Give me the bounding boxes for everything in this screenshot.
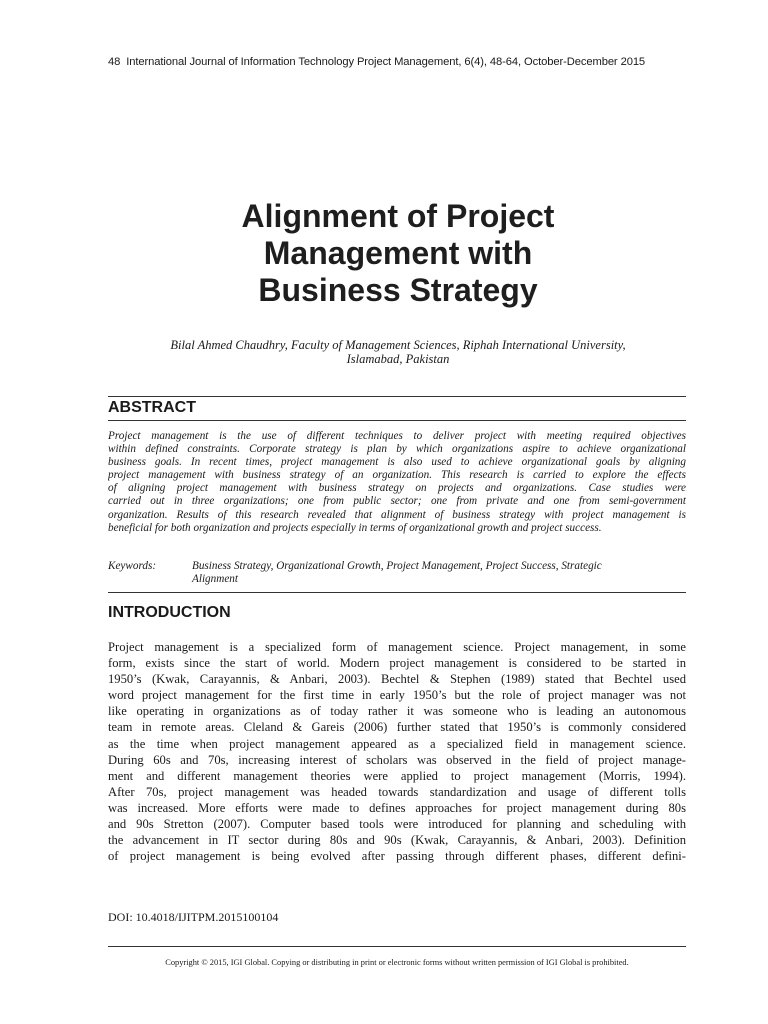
abstract-top-rule xyxy=(108,396,686,397)
keywords-label: Keywords: xyxy=(108,560,157,572)
abstract-line: carried out in three organizations; one from public sector; one from private and one from semi-government xyxy=(108,495,686,508)
body-line: word project management for the first time in early 1950’s but the role of project manager was not xyxy=(108,688,686,703)
copyright-notice: Copyright © 2015, IGI Global. Copying or distributing in print or electronic forms without written permission of IGI Global is prohibited. xyxy=(165,958,629,967)
author-affiliation xyxy=(108,338,688,366)
abstract-line: within defined constraints. Corporate strategy is plan by which organizations aspire to achieve organizational xyxy=(108,443,686,456)
body-line: the advancement in IT sector during 80s and 90s (Kwak, Carayannis, & Anbari, 2003). Definition xyxy=(108,833,686,848)
body-line: team in remote areas. Cleland & Gareis (2006) further stated that 1950’s is commonly considered xyxy=(108,720,686,735)
abstract-line: beneficial for both organization and projects especially in terms of organizational growth and project success. xyxy=(108,521,602,534)
page-number: 48 xyxy=(108,56,121,68)
abstract-line: Project management is the use of different techniques to deliver project with meeting required objectives xyxy=(108,430,686,442)
introduction-heading: INTRODUCTION xyxy=(108,604,231,621)
body-line: of project management is being evolved after passing through different phases, different defini- xyxy=(108,849,686,864)
title-line: Management with xyxy=(263,235,533,271)
body-line: ment and different management theories were applied to project management (Morris, 1994). xyxy=(108,768,686,783)
introduction-top-rule xyxy=(108,592,686,593)
keywords-line: Alignment xyxy=(192,573,238,586)
abstract-body xyxy=(108,430,686,535)
journal-citation: International Journal of Information Technology Project Management, 6(4), 48-64, October-December 2015 xyxy=(126,56,646,68)
body-line: form, exists since the start of world. Modern project management is considered to be started in xyxy=(108,656,686,671)
abstract-line: project management with business strategy of an organization. This research is carried to explore the effects xyxy=(108,469,686,482)
abstract-line: of aligning project management with business strategy on projects and organizations. Case studies were xyxy=(108,482,686,495)
body-line: like operating in organizations as of today rather it was someone who is leading an autonomous xyxy=(108,704,686,719)
abstract-line: organization. Results of this research revealed that alignment of business strategy with project management is xyxy=(108,508,686,521)
keywords-line: Business Strategy, Organizational Growth, Project Management, Project Success, Strategic xyxy=(192,560,602,572)
title-line: Alignment of Project xyxy=(241,198,555,234)
body-line: was increased. More efforts were made to defines approaches for project management during 80s xyxy=(108,800,686,815)
author-line: Islamabad, Pakistan xyxy=(346,352,450,366)
body-line: 1950’s (Kwak, Carayannis, & Anbari, 2003). Bechtel & Stephen (1989) stated that Bechtel used xyxy=(108,672,686,687)
body-line: as the time when project management appeared as a specialized field in management science. xyxy=(108,736,686,751)
keywords-value xyxy=(192,560,686,587)
abstract-line: business goals. In recent times, project management is also used to achieve organizational goals by aligning xyxy=(108,456,686,469)
introduction-body xyxy=(108,639,686,864)
abstract-heading-rule xyxy=(108,420,686,421)
author-line: Bilal Ahmed Chaudhry, Faculty of Management Sciences, Riphah International University, xyxy=(170,338,626,352)
body-line: After 70s, project management was headed towards standardization and usage of different tolls xyxy=(108,784,686,799)
article-title xyxy=(108,198,688,309)
running-header xyxy=(108,56,688,68)
abstract-heading: ABSTRACT xyxy=(108,399,196,416)
doi: DOI: 10.4018/IJITPM.2015100104 xyxy=(108,910,279,924)
footer-rule xyxy=(108,946,686,947)
body-line: During 60s and 70s, increasing interest of scholars was observed in the field of project manage- xyxy=(108,752,686,767)
title-line: Business Strategy xyxy=(258,272,538,308)
body-line: and 90s Stretton (2007). Computer based tools were introduced for planning and scheduling with xyxy=(108,817,686,832)
body-line: Project management is a specialized form of management science. Project management, in some xyxy=(108,640,686,654)
